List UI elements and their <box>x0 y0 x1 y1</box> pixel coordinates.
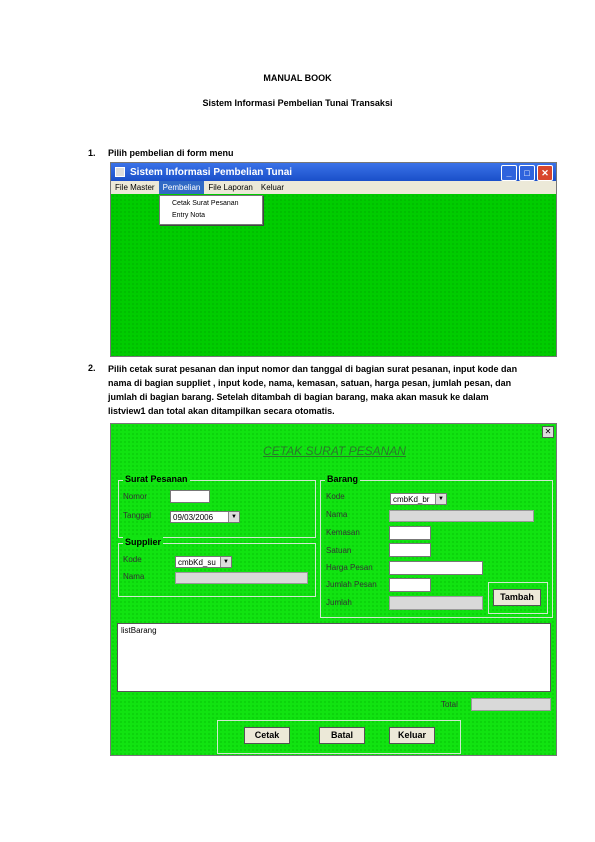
supplier-nama-label: Nama <box>123 572 145 581</box>
step-2-text: Pilih cetak surat pesanan dan input nomor dan tanggal di bagian surat pesanan, input kode dan nama di bagian suppliet , input kode, nama, kemasan, satuan, harga pesan, jumlah pesan, dan jumlah di bagian barang. Setelah ditambah di bagian barang, maka akan masuk ke dalam listview1 dan total akan ditampilkan secara otomatis. <box>108 364 518 416</box>
jumlah-pesan-label: Jumlah Pesan <box>326 580 377 589</box>
jumlah-input[interactable] <box>389 596 483 610</box>
tanggal-datepicker[interactable] <box>170 511 240 523</box>
form-title: CETAK SURAT PESANAN <box>263 444 406 458</box>
cetak-surat-pesanan-window <box>110 423 557 756</box>
close-button[interactable]: ✕ <box>537 165 553 181</box>
tanggal-value: 09/03/2006 <box>173 513 214 522</box>
surat-pesanan-group <box>118 474 316 538</box>
supplier-kode-combo[interactable] <box>175 556 232 568</box>
kemasan-label: Kemasan <box>326 528 360 537</box>
nomor-input[interactable] <box>170 490 210 503</box>
list-barang[interactable]: listBarang <box>117 623 551 692</box>
nomor-label: Nomor <box>123 492 148 501</box>
chevron-down-icon[interactable]: ▼ <box>435 494 446 504</box>
menu-bar <box>111 181 556 195</box>
batal-button[interactable]: Batal <box>319 727 365 744</box>
menu-pembelian[interactable]: Pembelian <box>159 181 205 194</box>
satuan-input[interactable] <box>389 543 431 557</box>
maximize-button[interactable]: □ <box>519 165 535 181</box>
harga-pesan-label: Harga Pesan <box>326 563 373 572</box>
barang-kode-combo[interactable] <box>390 493 447 505</box>
keluar-button[interactable]: Keluar <box>389 727 435 744</box>
kemasan-input[interactable] <box>389 526 431 540</box>
tanggal-label: Tanggal <box>123 511 152 520</box>
menu-file-master[interactable]: File Master <box>115 183 155 192</box>
supplier-label: Supplier <box>125 537 162 547</box>
jumlah-label: Jumlah <box>326 598 352 607</box>
document-title: MANUAL BOOK <box>263 73 332 83</box>
barang-label: Barang <box>327 474 359 484</box>
step-1-text: Pilih pembelian di form menu <box>108 148 234 158</box>
step-2-number: 2. <box>88 363 96 373</box>
chevron-down-icon[interactable]: ▼ <box>220 557 231 567</box>
supplier-kode-label: Kode <box>123 555 142 564</box>
menu-keluar[interactable]: Keluar <box>260 183 284 192</box>
total-input[interactable] <box>471 698 551 711</box>
form-close-button[interactable]: ✕ <box>542 426 554 438</box>
menu-item-entry-nota[interactable]: Entry Nota <box>172 212 206 219</box>
step-1-number: 1. <box>88 148 96 158</box>
barang-nama-input[interactable] <box>389 510 534 522</box>
harga-pesan-input[interactable] <box>389 561 483 575</box>
supplier-kode-value: cmbKd_su <box>178 558 216 567</box>
menu-item-cetak-surat-pesanan[interactable]: Cetak Surat Pesanan <box>172 200 239 207</box>
menu-file-laporan[interactable]: File Laporan <box>208 183 253 192</box>
main-window-titlebar[interactable] <box>111 163 556 181</box>
total-label: Total <box>441 700 458 709</box>
supplier-group <box>118 537 316 597</box>
document-subtitle: Sistem Informasi Pembelian Tunai Transaksi <box>202 98 393 108</box>
satuan-label: Satuan <box>326 546 352 555</box>
surat-pesanan-label: Surat Pesanan <box>125 474 188 484</box>
chevron-down-icon[interactable]: ▼ <box>228 512 239 522</box>
minimize-button[interactable]: _ <box>501 165 517 181</box>
main-window-title: Sistem Informasi Pembelian Tunai <box>130 166 293 178</box>
pembelian-dropdown <box>159 195 263 225</box>
app-icon <box>115 167 125 177</box>
barang-group <box>320 474 553 618</box>
jumlah-pesan-input[interactable] <box>389 578 431 592</box>
barang-kode-label: Kode <box>326 492 345 501</box>
supplier-nama-input[interactable] <box>175 572 308 584</box>
main-window <box>110 162 557 357</box>
barang-nama-label: Nama <box>326 510 348 519</box>
barang-kode-value: cmbKd_br <box>393 495 430 504</box>
tambah-button[interactable]: Tambah <box>493 589 541 606</box>
cetak-button[interactable]: Cetak <box>244 727 290 744</box>
